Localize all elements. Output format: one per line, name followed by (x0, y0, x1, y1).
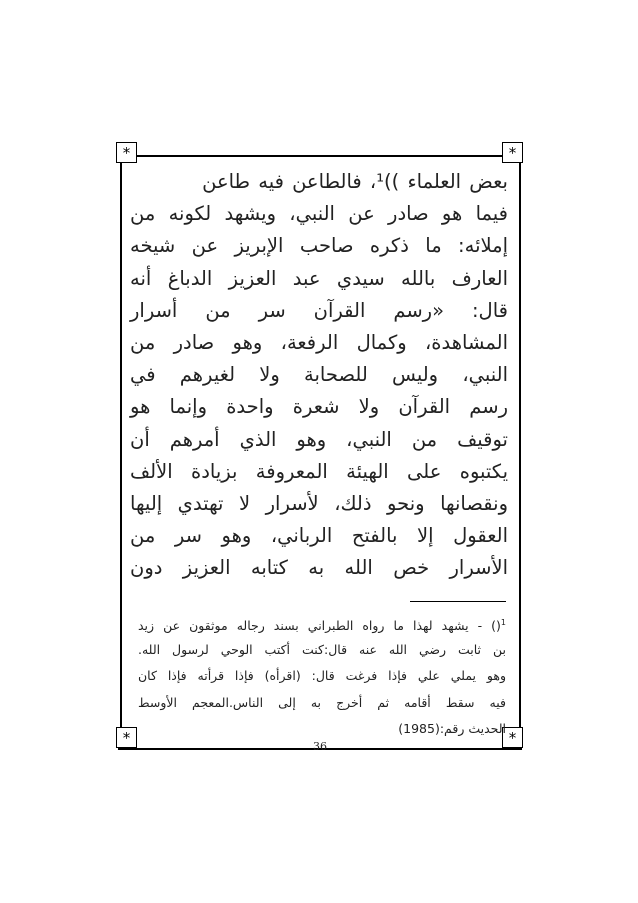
text-line: فيما هو صادر عن النبي، ويشهد لكونه من (130, 202, 508, 226)
footnote-line: فيه سقط أقامه ثم أخرج به إلى الناس.المعجم الأوسط (138, 694, 506, 710)
text-line: يكتبوه على الهيئة المعروفة بزيادة الألف (130, 459, 508, 483)
footnote-number: 1 (500, 618, 506, 627)
corner-mark-bottom-right: * (502, 727, 523, 748)
text-line: رسم القرآن ولا شعرة واحدة وإنما هو (130, 395, 508, 419)
text-line: الأسرار خص الله به كتابه العزيز دون (130, 556, 508, 580)
corner-mark-top-right: * (502, 142, 523, 163)
text-line: بعض العلماء ))¹، فالطاعن فيه طاعن (202, 170, 508, 193)
corner-mark-bottom-left: * (116, 727, 137, 748)
text-line: ونقصانها ونحو ذلك، لأسرار لا تهتدي إليها (130, 491, 508, 515)
footnote-text: () - يشهد لهذا ما رواه الطبراني بسند رجاله موثقون عن زيد (138, 618, 501, 634)
footnote-line: الحديث رقم:(1985) (398, 721, 506, 736)
text-line: العارف بالله سيدي عبد العزيز الدباغ أنه (130, 266, 508, 290)
text-line: العقول إلا بالفتح الرباني، وهو سر من (130, 524, 508, 548)
text-line: إملائه: ما ذكره صاحب الإبريز عن شيخه (130, 234, 508, 258)
footnote (138, 610, 506, 743)
frame-top-line (118, 155, 522, 157)
main-text (130, 166, 508, 584)
frame-left-line (120, 155, 122, 749)
frame-right-line (519, 155, 521, 749)
text-line: قال: «رسم القرآن سر من أسرار (130, 298, 508, 322)
page-number: 36 (313, 740, 327, 753)
footnote-line: وهو يملي علي فإذا فرغت قال: (اقرأه) فإذا قرأته فإذا كان (138, 668, 506, 683)
text-line: المشاهدة، وكمال الرفعة، وهو صادر من (130, 330, 508, 354)
footnote-separator (410, 601, 506, 602)
corner-mark-top-left: * (116, 142, 137, 163)
text-line: النبي، وليس للصحابة ولا لغيرهم في (130, 363, 508, 387)
footnote-line (138, 610, 506, 637)
footnote-line: بن ثابت رضي الله عنه قال:كنت أكتب الوحي لرسول الله. (138, 641, 506, 657)
text-line: توقيف من النبي، وهو الذي أمرهم أن (130, 427, 508, 451)
